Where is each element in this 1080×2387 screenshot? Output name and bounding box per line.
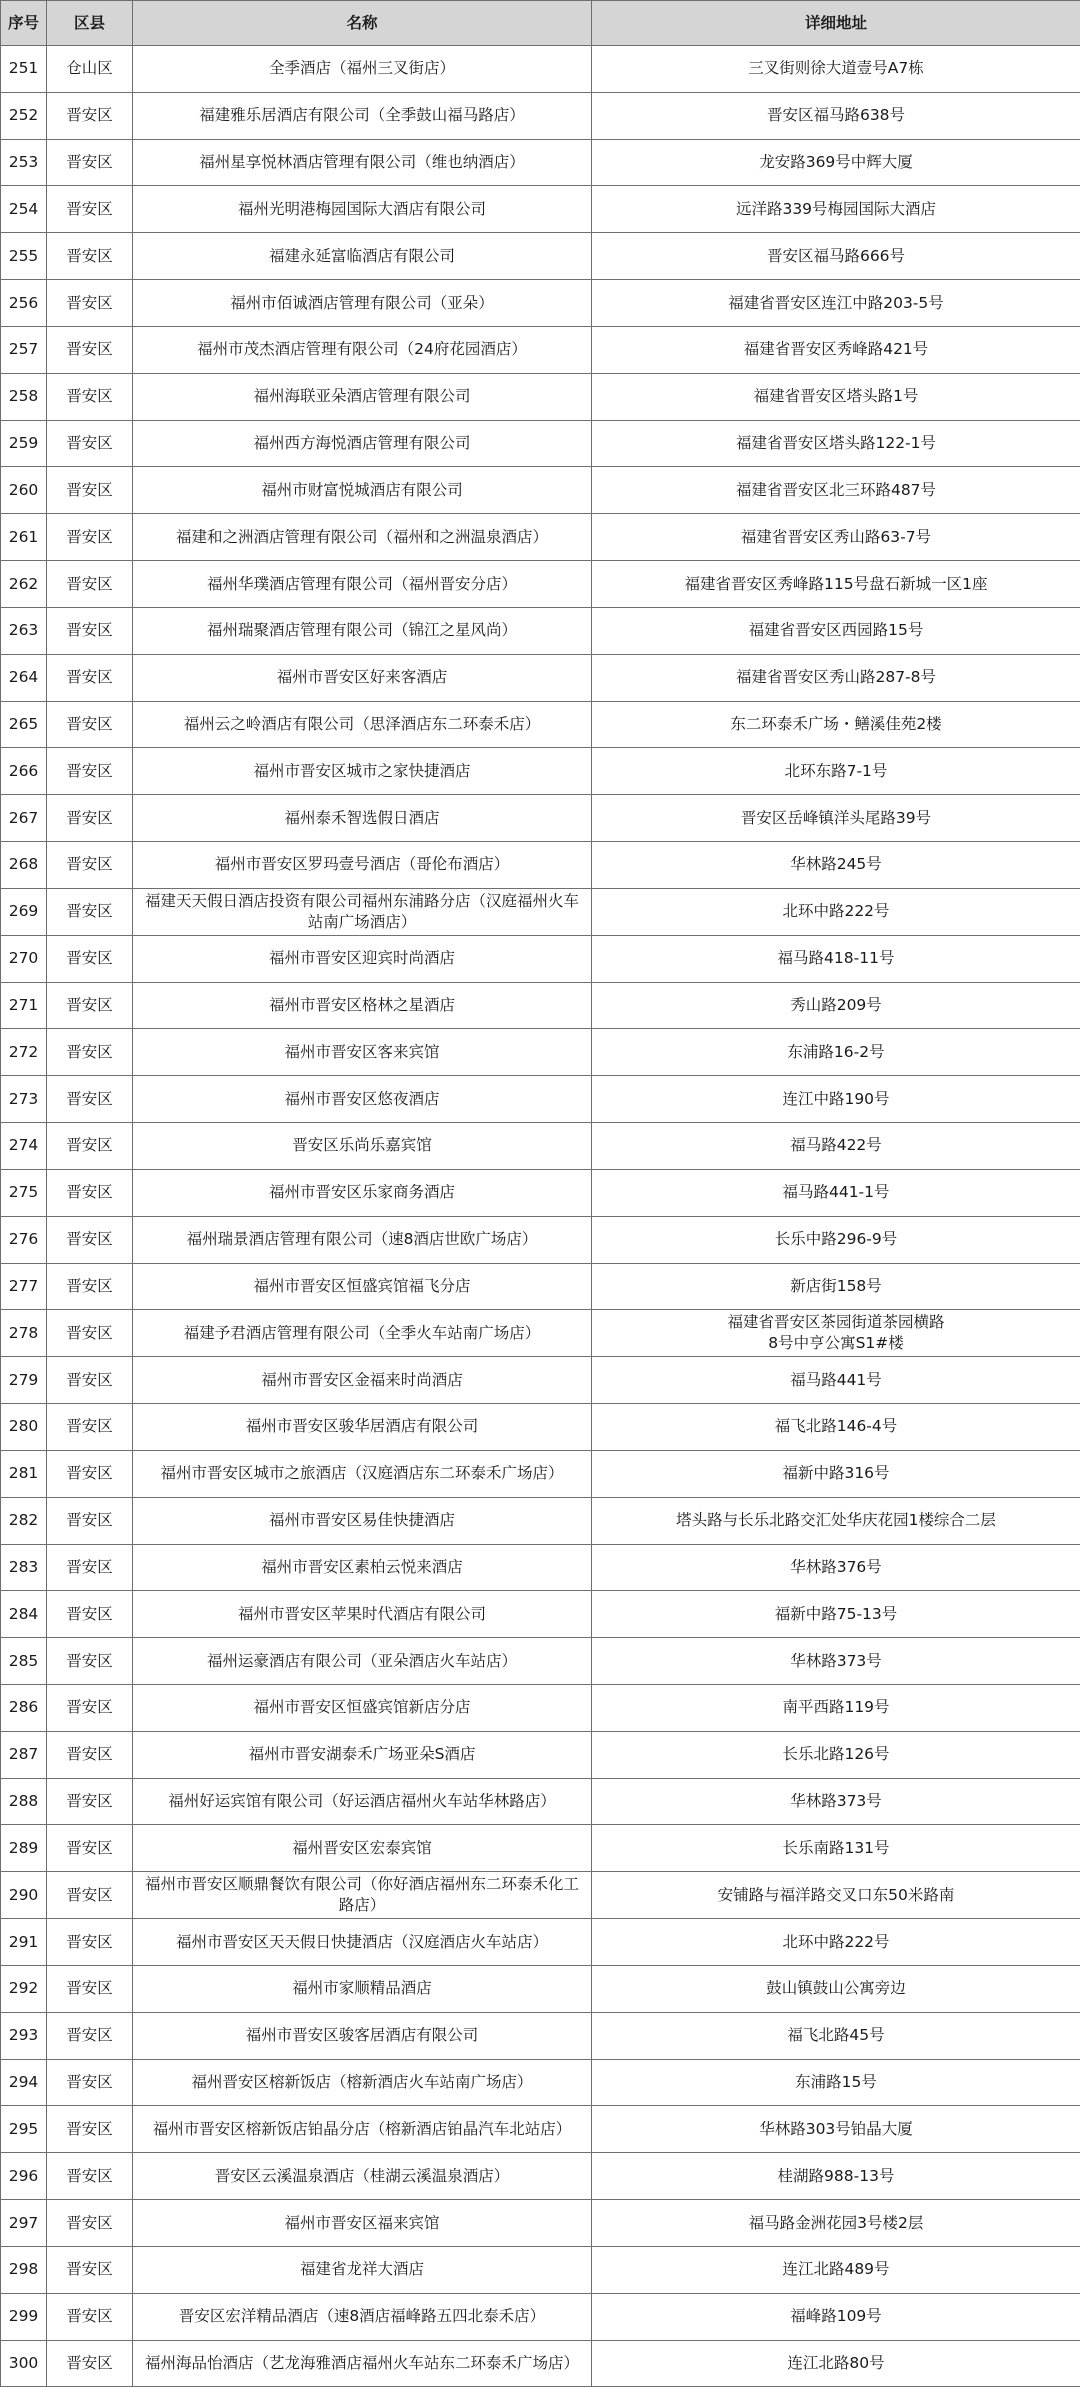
cell-address: 秀山路209号: [592, 982, 1080, 1029]
cell-name: 福州瑞聚酒店管理有限公司（锦江之星风尚）: [133, 607, 592, 654]
cell-address: 鼓山镇鼓山公寓旁边: [592, 1965, 1080, 2012]
cell-name: 福州市晋安区天天假日快捷酒店（汉庭酒店火车站店）: [133, 1919, 592, 1966]
table-row: [1, 982, 1080, 1029]
table-row: [1, 1638, 1080, 1685]
cell-district: 晋安区: [47, 1872, 133, 1919]
cell-address: 福建省晋安区北三环路487号: [592, 467, 1080, 514]
cell-index: 296: [1, 2153, 47, 2200]
cell-name: 福建雅乐居酒店有限公司（全季鼓山福马路店）: [133, 92, 592, 139]
cell-name: 福州华璞酒店管理有限公司（福州晋安分店）: [133, 561, 592, 608]
cell-district: 晋安区: [47, 982, 133, 1029]
cell-district: 晋安区: [47, 420, 133, 467]
cell-index: 264: [1, 654, 47, 701]
table-row: [1, 1825, 1080, 1872]
cell-district: 晋安区: [47, 1731, 133, 1778]
table-row: [1, 46, 1080, 93]
table-row: [1, 1404, 1080, 1451]
cell-name: 福建省龙祥大酒店: [133, 2246, 592, 2293]
cell-name: 福州泰禾智选假日酒店: [133, 795, 592, 842]
cell-district: 晋安区: [47, 373, 133, 420]
cell-index: 272: [1, 1029, 47, 1076]
cell-index: 258: [1, 373, 47, 420]
cell-index: 299: [1, 2293, 47, 2340]
cell-district: 晋安区: [47, 514, 133, 561]
cell-name: 福州市晋安区骏华居酒店有限公司: [133, 1404, 592, 1451]
cell-name: 福州市晋安区易佳快捷酒店: [133, 1497, 592, 1544]
cell-district: 晋安区: [47, 1497, 133, 1544]
cell-address: 福马路441号: [592, 1357, 1080, 1404]
table-row: [1, 1310, 1080, 1357]
cell-index: 263: [1, 607, 47, 654]
cell-address: 福马路金洲花园3号楼2层: [592, 2200, 1080, 2247]
cell-address: 塔头路与长乐北路交汇处华庆花园1楼综合二层: [592, 1497, 1080, 1544]
cell-address: 长乐北路126号: [592, 1731, 1080, 1778]
cell-index: 259: [1, 420, 47, 467]
table-row: [1, 795, 1080, 842]
cell-address: 北环中路222号: [592, 1919, 1080, 1966]
cell-address: 连江中路190号: [592, 1076, 1080, 1123]
header-index: 序号: [1, 1, 47, 46]
cell-district: 晋安区: [47, 1778, 133, 1825]
cell-address: 福建省晋安区秀峰路115号盘石新城一区1座: [592, 561, 1080, 608]
cell-name: 福州运豪酒店有限公司（亚朵酒店火车站店）: [133, 1638, 592, 1685]
cell-address: 华林路373号: [592, 1638, 1080, 1685]
cell-index: 277: [1, 1263, 47, 1310]
cell-index: 285: [1, 1638, 47, 1685]
cell-address: 安铺路与福洋路交叉口东50米路南: [592, 1872, 1080, 1919]
cell-address: 福建省晋安区秀峰路421号: [592, 326, 1080, 373]
cell-address: 福建省晋安区连江中路203-5号: [592, 280, 1080, 327]
table-row: [1, 2106, 1080, 2153]
cell-name: 福建和之洲酒店管理有限公司（福州和之洲温泉酒店）: [133, 514, 592, 561]
table-row: [1, 280, 1080, 327]
cell-name: 福州市晋安湖泰禾广场亚朵S酒店: [133, 1731, 592, 1778]
table-row: [1, 1591, 1080, 1638]
cell-index: 275: [1, 1169, 47, 1216]
cell-address: 东浦路15号: [592, 2059, 1080, 2106]
cell-index: 298: [1, 2246, 47, 2293]
table-row: [1, 1169, 1080, 1216]
table-row: [1, 1965, 1080, 2012]
cell-name: 福州瑞景酒店管理有限公司（速8酒店世欧广场店）: [133, 1216, 592, 1263]
cell-address: 福马路422号: [592, 1123, 1080, 1170]
cell-name: 福州市晋安区罗玛壹号酒店（哥伦布酒店）: [133, 842, 592, 889]
cell-index: 287: [1, 1731, 47, 1778]
cell-district: 晋安区: [47, 467, 133, 514]
table-row: [1, 326, 1080, 373]
cell-name: 福建天天假日酒店投资有限公司福州东浦路分店（汉庭福州火车站南广场酒店）: [133, 888, 592, 935]
cell-address: 福建省晋安区茶园街道茶园横路 8号中亨公寓S1#楼: [592, 1310, 1080, 1357]
cell-address: 长乐南路131号: [592, 1825, 1080, 1872]
cell-index: 282: [1, 1497, 47, 1544]
table-row: [1, 2340, 1080, 2387]
cell-address: 北环中路222号: [592, 888, 1080, 935]
cell-address: 福峰路109号: [592, 2293, 1080, 2340]
cell-name: 福州市晋安区榕新饭店铂晶分店（榕新酒店铂晶汽车北站店）: [133, 2106, 592, 2153]
cell-index: 273: [1, 1076, 47, 1123]
cell-district: 晋安区: [47, 1544, 133, 1591]
cell-name: 福州市晋安区金福来时尚酒店: [133, 1357, 592, 1404]
cell-index: 279: [1, 1357, 47, 1404]
cell-index: 284: [1, 1591, 47, 1638]
table-row: [1, 186, 1080, 233]
cell-name: 晋安区云溪温泉酒店（桂湖云溪温泉酒店）: [133, 2153, 592, 2200]
cell-name: 福州好运宾馆有限公司（好运酒店福州火车站华林路店）: [133, 1778, 592, 1825]
cell-name: 福州光明港梅园国际大酒店有限公司: [133, 186, 592, 233]
cell-name: 福州市晋安区苹果时代酒店有限公司: [133, 1591, 592, 1638]
table-row: [1, 139, 1080, 186]
cell-district: 晋安区: [47, 1450, 133, 1497]
table-row: [1, 701, 1080, 748]
cell-index: 294: [1, 2059, 47, 2106]
cell-district: 晋安区: [47, 139, 133, 186]
cell-index: 271: [1, 982, 47, 1029]
table-row: [1, 514, 1080, 561]
cell-index: 281: [1, 1450, 47, 1497]
cell-name: 福州市晋安区恒盛宾馆新店分店: [133, 1684, 592, 1731]
cell-name: 晋安区宏洋精品酒店（速8酒店福峰路五四北泰禾店）: [133, 2293, 592, 2340]
header-district: 区县: [47, 1, 133, 46]
table-row: [1, 1076, 1080, 1123]
cell-index: 276: [1, 1216, 47, 1263]
cell-index: 292: [1, 1965, 47, 2012]
table-row: [1, 92, 1080, 139]
cell-name: 福州市晋安区福来宾馆: [133, 2200, 592, 2247]
table-row: [1, 1263, 1080, 1310]
table-row: [1, 1872, 1080, 1919]
table-row: [1, 1450, 1080, 1497]
cell-district: 晋安区: [47, 2340, 133, 2387]
cell-address: 华林路373号: [592, 1778, 1080, 1825]
table-row: [1, 1684, 1080, 1731]
cell-name: 福州晋安区榕新饭店（榕新酒店火车站南广场店）: [133, 2059, 592, 2106]
cell-name: 福州海联亚朵酒店管理有限公司: [133, 373, 592, 420]
cell-district: 晋安区: [47, 1357, 133, 1404]
header-row: [1, 1, 1080, 46]
cell-name: 福州市茂杰酒店管理有限公司（24府花园酒店）: [133, 326, 592, 373]
cell-address: 晋安区福马路666号: [592, 233, 1080, 280]
cell-address: 福飞北路146-4号: [592, 1404, 1080, 1451]
cell-district: 晋安区: [47, 607, 133, 654]
table-row: [1, 1029, 1080, 1076]
cell-address: 龙安路369号中辉大厦: [592, 139, 1080, 186]
cell-address: 华林路303号铂晶大厦: [592, 2106, 1080, 2153]
cell-district: 晋安区: [47, 748, 133, 795]
cell-name: 福州西方海悦酒店管理有限公司: [133, 420, 592, 467]
cell-index: 254: [1, 186, 47, 233]
cell-index: 268: [1, 842, 47, 889]
table-row: [1, 935, 1080, 982]
cell-district: 晋安区: [47, 2200, 133, 2247]
cell-index: 257: [1, 326, 47, 373]
cell-name: 福州云之岭酒店有限公司（思泽酒店东二环泰禾店）: [133, 701, 592, 748]
cell-district: 晋安区: [47, 1591, 133, 1638]
cell-name: 福州市晋安区乐家商务酒店: [133, 1169, 592, 1216]
cell-index: 261: [1, 514, 47, 561]
cell-name: 福州市晋安区城市之旅酒店（汉庭酒店东二环泰禾广场店）: [133, 1450, 592, 1497]
cell-index: 283: [1, 1544, 47, 1591]
cell-name: 福州市晋安区顺鼎餐饮有限公司（你好酒店福州东二环泰禾化工路店）: [133, 1872, 592, 1919]
cell-district: 晋安区: [47, 1076, 133, 1123]
table-row: [1, 2012, 1080, 2059]
cell-address: 福建省晋安区秀山路287-8号: [592, 654, 1080, 701]
table-row: [1, 1216, 1080, 1263]
cell-index: 251: [1, 46, 47, 93]
cell-address: 连江北路80号: [592, 2340, 1080, 2387]
cell-address: 福马路418-11号: [592, 935, 1080, 982]
cell-name: 福州市晋安区格林之星酒店: [133, 982, 592, 1029]
cell-name: 全季酒店（福州三叉街店）: [133, 46, 592, 93]
cell-index: 286: [1, 1684, 47, 1731]
cell-district: 晋安区: [47, 1169, 133, 1216]
table-row: [1, 561, 1080, 608]
cell-address: 福建省晋安区秀山路63-7号: [592, 514, 1080, 561]
cell-district: 晋安区: [47, 1825, 133, 1872]
cell-index: 265: [1, 701, 47, 748]
cell-district: 晋安区: [47, 1404, 133, 1451]
cell-index: 260: [1, 467, 47, 514]
cell-name: 福州星享悦林酒店管理有限公司（维也纳酒店）: [133, 139, 592, 186]
table-row: [1, 233, 1080, 280]
cell-name: 福建永延富临酒店有限公司: [133, 233, 592, 280]
cell-address: 晋安区岳峰镇洋头尾路39号: [592, 795, 1080, 842]
cell-name: 福建予君酒店管理有限公司（全季火车站南广场店）: [133, 1310, 592, 1357]
table-row: [1, 842, 1080, 889]
cell-name: 福州市晋安区好来客酒店: [133, 654, 592, 701]
table-row: [1, 1123, 1080, 1170]
cell-index: 253: [1, 139, 47, 186]
cell-index: 267: [1, 795, 47, 842]
table-row: [1, 888, 1080, 935]
cell-address: 南平西路119号: [592, 1684, 1080, 1731]
cell-index: 297: [1, 2200, 47, 2247]
cell-address: 晋安区福马路638号: [592, 92, 1080, 139]
cell-district: 晋安区: [47, 2106, 133, 2153]
cell-index: 289: [1, 1825, 47, 1872]
cell-district: 晋安区: [47, 92, 133, 139]
cell-district: 晋安区: [47, 2246, 133, 2293]
cell-index: 300: [1, 2340, 47, 2387]
cell-district: 晋安区: [47, 935, 133, 982]
table-row: [1, 1497, 1080, 1544]
cell-name: 福州市晋安区迎宾时尚酒店: [133, 935, 592, 982]
table-row: [1, 1731, 1080, 1778]
table-row: [1, 2293, 1080, 2340]
cell-index: 288: [1, 1778, 47, 1825]
table-row: [1, 654, 1080, 701]
cell-index: 262: [1, 561, 47, 608]
cell-district: 晋安区: [47, 1123, 133, 1170]
table-row: [1, 1919, 1080, 1966]
cell-district: 晋安区: [47, 280, 133, 327]
table-row: [1, 420, 1080, 467]
cell-address: 福新中路75-13号: [592, 1591, 1080, 1638]
table-row: [1, 2246, 1080, 2293]
cell-address: 福建省晋安区西园路15号: [592, 607, 1080, 654]
cell-index: 252: [1, 92, 47, 139]
cell-district: 晋安区: [47, 842, 133, 889]
cell-address: 三叉街则徐大道壹号A7栋: [592, 46, 1080, 93]
cell-district: 晋安区: [47, 1638, 133, 1685]
cell-address: 东浦路16-2号: [592, 1029, 1080, 1076]
cell-address: 华林路376号: [592, 1544, 1080, 1591]
cell-address: 连江北路489号: [592, 2246, 1080, 2293]
table-row: [1, 1778, 1080, 1825]
cell-district: 晋安区: [47, 2153, 133, 2200]
cell-district: 晋安区: [47, 326, 133, 373]
cell-index: 280: [1, 1404, 47, 1451]
cell-district: 晋安区: [47, 1263, 133, 1310]
cell-name: 福州晋安区宏泰宾馆: [133, 1825, 592, 1872]
cell-name: 福州市晋安区素柏云悦来酒店: [133, 1544, 592, 1591]
cell-district: 晋安区: [47, 1919, 133, 1966]
cell-address: 新店街158号: [592, 1263, 1080, 1310]
cell-address: 桂湖路988-13号: [592, 2153, 1080, 2200]
table-row: [1, 373, 1080, 420]
cell-index: 256: [1, 280, 47, 327]
cell-district: 晋安区: [47, 1965, 133, 2012]
cell-index: 295: [1, 2106, 47, 2153]
cell-district: 晋安区: [47, 888, 133, 935]
cell-district: 晋安区: [47, 1216, 133, 1263]
cell-index: 293: [1, 2012, 47, 2059]
cell-name: 晋安区乐尚乐嘉宾馆: [133, 1123, 592, 1170]
cell-address: 华林路245号: [592, 842, 1080, 889]
cell-name: 福州市晋安区恒盛宾馆福飞分店: [133, 1263, 592, 1310]
cell-district: 晋安区: [47, 795, 133, 842]
header-name: 名称: [133, 1, 592, 46]
cell-index: 278: [1, 1310, 47, 1357]
table-row: [1, 2200, 1080, 2247]
cell-index: 290: [1, 1872, 47, 1919]
cell-index: 270: [1, 935, 47, 982]
table-row: [1, 748, 1080, 795]
cell-district: 晋安区: [47, 2059, 133, 2106]
cell-name: 福州市家顺精品酒店: [133, 1965, 592, 2012]
cell-index: 266: [1, 748, 47, 795]
table-row: [1, 467, 1080, 514]
cell-name: 福州市晋安区城市之家快捷酒店: [133, 748, 592, 795]
cell-name: 福州市财富悦城酒店有限公司: [133, 467, 592, 514]
cell-address: 福建省晋安区塔头路1号: [592, 373, 1080, 420]
cell-district: 晋安区: [47, 2012, 133, 2059]
cell-district: 晋安区: [47, 186, 133, 233]
table-row: [1, 1357, 1080, 1404]
cell-index: 255: [1, 233, 47, 280]
cell-district: 晋安区: [47, 701, 133, 748]
cell-index: 269: [1, 888, 47, 935]
cell-name: 福州市晋安区客来宾馆: [133, 1029, 592, 1076]
cell-district: 晋安区: [47, 233, 133, 280]
table-row: [1, 1544, 1080, 1591]
cell-district: 晋安区: [47, 2293, 133, 2340]
cell-address: 福马路441-1号: [592, 1169, 1080, 1216]
cell-address: 长乐中路296-9号: [592, 1216, 1080, 1263]
cell-address: 远洋路339号梅园国际大酒店: [592, 186, 1080, 233]
table-row: [1, 607, 1080, 654]
cell-district: 晋安区: [47, 654, 133, 701]
cell-name: 福州市晋安区悠夜酒店: [133, 1076, 592, 1123]
header-address: 详细地址: [592, 1, 1080, 46]
cell-district: 晋安区: [47, 1310, 133, 1357]
cell-address: 福新中路316号: [592, 1450, 1080, 1497]
cell-address: 北环东路7-1号: [592, 748, 1080, 795]
table-row: [1, 2059, 1080, 2106]
cell-name: 福州海品怡酒店（艺龙海雅酒店福州火车站东二环泰禾广场店）: [133, 2340, 592, 2387]
table-row: [1, 2153, 1080, 2200]
cell-district: 仓山区: [47, 46, 133, 93]
cell-index: 291: [1, 1919, 47, 1966]
cell-district: 晋安区: [47, 1029, 133, 1076]
cell-name: 福州市晋安区骏客居酒店有限公司: [133, 2012, 592, 2059]
cell-index: 274: [1, 1123, 47, 1170]
cell-district: 晋安区: [47, 561, 133, 608]
cell-address: 福飞北路45号: [592, 2012, 1080, 2059]
cell-district: 晋安区: [47, 1684, 133, 1731]
cell-address: 东二环泰禾广场・鳝溪佳苑2楼: [592, 701, 1080, 748]
cell-name: 福州市佰诚酒店管理有限公司（亚朵）: [133, 280, 592, 327]
cell-address: 福建省晋安区塔头路122-1号: [592, 420, 1080, 467]
